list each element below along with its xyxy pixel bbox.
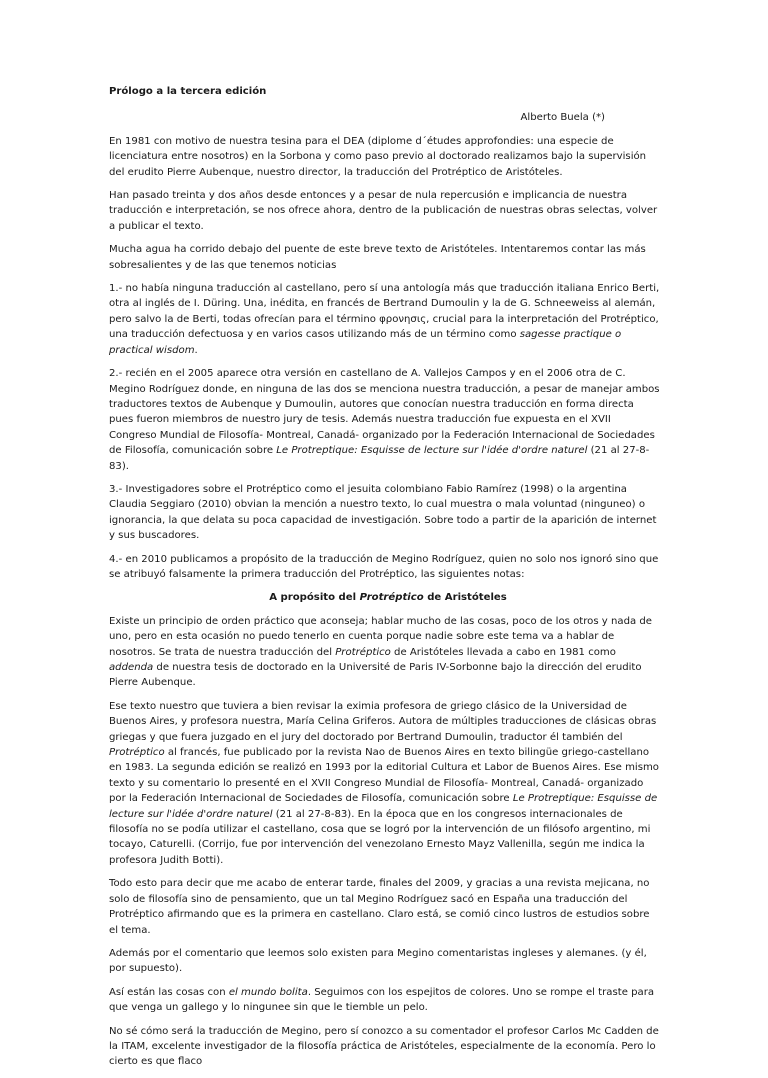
paragraph-1: En 1981 con motivo de nuestra tesina para el DEA (diplome d´études approfondies: una especie de licenciatura entre nosotros) en la Sorbona y como paso previo al doctorado realizamos bajo la supervisión del erudito Pierre Aubenque, nuestro director, la traducción del Protréptico de Aristóteles. — [109, 135, 647, 178]
paragraph-11: Además por el comentario que leemos solo existen para Megino comentaristas ingleses y alemanes. (y él, por supuesto). — [109, 947, 647, 975]
paragraph-9-text-c: (21 al 27-8-83). En la época que en los congresos internacionales de filosofía no se podía utilizar el castellano, cosa que se logró por la intervención de un filósofo argentino, mi tocayo, Caturelli. (Corrijo, fue por intervención del venezolano Ernesto Mayz Vallenilla, según me indica la profesora Judith Botti). — [109, 808, 651, 866]
paragraph-8-text-b: de Aristóteles llevada a cabo en 1981 como — [390, 646, 616, 658]
paragraph-10: Todo esto para decir que me acabo de enterar tarde, finales del 2009, y gracias a una revista mejicana, no solo de filosofía sino de pensamiento, que un tal Megino Rodríguez sacó en España una traducción del Protréptico afirmando que es la primera en castellano. Claro está, se comió cinco lustros de estudios sobre el tema. — [109, 878, 650, 936]
paragraph-12-text-b: . Seguimos con los espejitos de colores. Uno se rompe el traste para que venga un gallego y lo ningunee sin que le tiemble un pelo. — [109, 986, 655, 1014]
paragraph-12-text-a: Así están las cosas con — [109, 986, 229, 998]
subtitle-text-a: A propósito del — [269, 592, 360, 604]
document-title: Prólogo a la tercera edición — [109, 86, 267, 97]
paragraph-3: Mucha agua ha corrido debajo del puente de este breve texto de Aristóteles. Intentaremos contar las más sobresalientes y de las que tenemos noticias — [109, 244, 646, 271]
paragraph-8-emphasis-2: addenda — [109, 662, 154, 673]
paragraph-8-emphasis-1: Protréptico — [335, 646, 391, 658]
paragraph-4-emphasis: sagesse practique o practical wisdom — [109, 329, 622, 356]
paragraph-8-text-a: Existe un principio de orden práctico que aconseja; hablar mucho de las cosas, poco de los otros y nada de uno, pero en esta ocasión no puedo tenerlo en cuenta porque nadie sobre este tema va a hablar de nosotros. Se trata de nuestra traducción del — [109, 615, 652, 658]
paragraph-7: 4.- en 2010 publicamos a propósito de la traducción de Megino Rodríguez, quien no solo nos ignoró sino que se atribuyó falsamente la primera traducción del Protréptico, las siguientes notas: — [109, 553, 659, 580]
paragraph-5-text-a: 2.- recién en el 2005 aparece otra versión en castellano de A. Vallejos Campos y en el 2006 otra de C. Megino Rodríguez donde, en ninguna de las dos se menciona nuestra traducción, a pesar de manejar ambos traductores textos de Aubenque y Dumoulin, autores que conocían nuestra traducción en forma directa pues fueron miembros de nuestro jury de tesis. Además nuestra traducción fue expuesta en el XVII Congreso Mundial de Filosofía- Montreal, Canadá- organizado por la Federación Internacional de Sociedades de Filosofía, comunicación sobre — [109, 368, 660, 457]
paragraph-8-text-c: de nuestra tesis de doctorado en la Université de Paris IV-Sorbonne bajo la dirección del erudito Pierre Aubenque. — [109, 662, 642, 689]
paragraph-9-text-b: al francés, fue publicado por la revista Nao de Buenos Aires en texto bilingüe griego-castellano en 1983. La segunda edición se realizó en 1993 por la editorial Cultura et Labor de Buenos Aires. Ese mismo texto y su comentario lo presenté en el XVII Congreso Mundial de Filosofía- Montreal, Canadá- organizado por la Federación Internacional de Sociedades de Filosofía, comunicación sobre — [109, 747, 659, 805]
paragraph-13: No sé cómo será la traducción de Megino, pero sí conozco a su comentador el profesor Carlos Mc Cadden de la ITAM, excelente investigador de la filosofía práctica de Aristóteles, especialmente de la economía. Pero lo cierto es que flaco — [109, 1025, 659, 1068]
author-name: Alberto Buela (*) — [520, 112, 605, 124]
section-subtitle — [109, 590, 661, 605]
subtitle-emphasis: Protréptico — [359, 592, 424, 604]
paragraph-8 — [109, 614, 661, 691]
paragraph-9-emphasis-2: Le Protreptique: Esquisse de lecture sur l'idée d'ordre naturel — [109, 793, 658, 820]
paragraph-9 — [109, 699, 661, 868]
subtitle-text-b: de Aristóteles — [423, 592, 507, 604]
paragraph-5 — [109, 366, 661, 474]
paragraph-9-text-a: Ese texto nuestro que tuviera a bien revisar la eximia profesora de griego clásico de la Universidad de Buenos Aires, y profesora nuestra, María Celina Griferos. Autora de múltiples traducciones de clásicas obras griegas y que fuera juzgado en el jury del doctorado por Bertrand Dumoulin, traductor él también del — [109, 700, 657, 743]
paragraph-4-text-a: 1.- no había ninguna traducción al castellano, pero sí una antología más que traducción italiana Enrico Berti, otra al inglés de I. Düring. Una, inédita, en francés de Bertrand Dumoulin y la de G. Schneeweiss al alemán, pero salvo la de Berti, todas ofrecían para el término φρονησις, crucial para la interpretación del Protréptico, una traducción defectuosa y en varios casos utilizando más de un término como — [109, 283, 660, 341]
paragraph-5-text-b: (21 al 27-8-83). — [109, 445, 650, 472]
paragraph-6: 3.- Investigadores sobre el Protréptico como el jesuita colombiano Fabio Ramírez (1998) o la argentina Claudia Seggiaro (2010) obvian la mención a nuestro texto, lo cual muestra o mala voluntad (ninguneo) o ignorancia, la que delata su poca capacidad de investigación. Sobre todo a partir de la aparición de internet y sus buscadores. — [109, 483, 657, 542]
paragraph-2: Han pasado treinta y dos años desde entonces y a pesar de nula repercusión e implicancia de nuestra traducción e interpretación, se nos ofrece ahora, dentro de la publicación de nuestras obras selectas, volver a publicar el texto. — [109, 190, 658, 232]
paragraph-4 — [109, 281, 661, 358]
document-page — [109, 84, 661, 1078]
paragraph-12 — [109, 985, 661, 1016]
paragraph-12-emphasis: el mundo bolita — [228, 986, 308, 998]
paragraph-9-emphasis-1: Protréptico — [109, 747, 165, 759]
paragraph-5-emphasis: Le Protreptique: Esquisse de lecture sur l'idée d'ordre naturel — [276, 445, 588, 457]
paragraph-4-text-b: . — [194, 344, 198, 356]
